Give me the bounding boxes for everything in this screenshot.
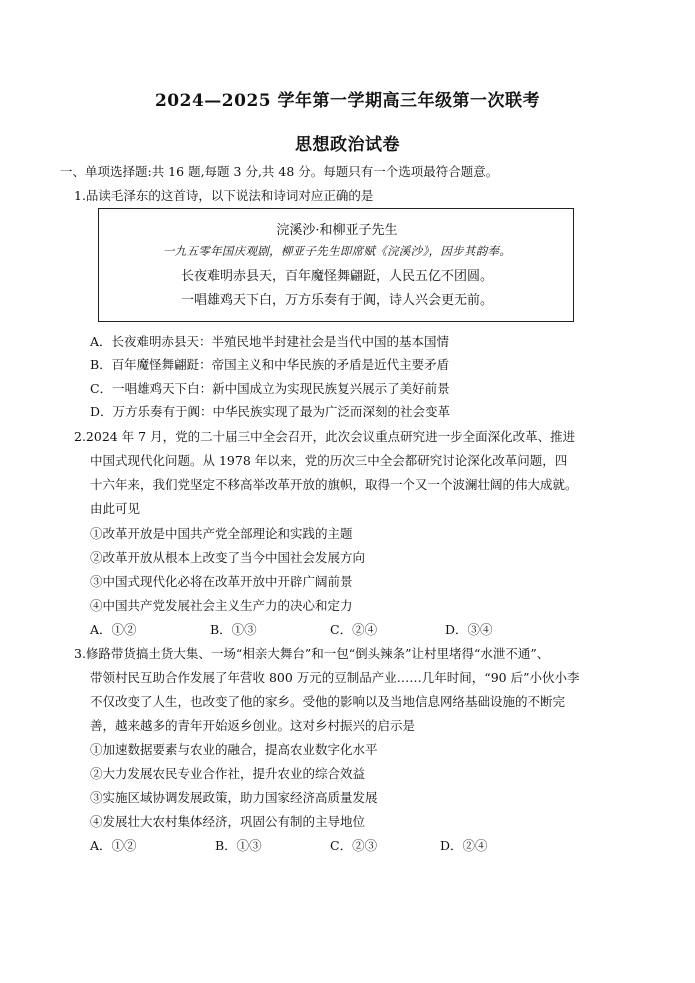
q3-choice-c: C．②③ bbox=[330, 838, 378, 853]
q2-item-2: ②改革开放从根本上改变了当今中国社会发展方向 bbox=[90, 550, 366, 565]
q3-item-1: ①加速数据要素与农业的融合，提高农业数字化水平 bbox=[90, 742, 378, 757]
q2-item-3: ③中国式现代化必将在改革开放中开辟广阔前景 bbox=[90, 574, 353, 589]
q3-choice-d: D．②④ bbox=[440, 838, 488, 853]
poem-title: 浣溪沙·和柳亚子先生 bbox=[276, 223, 398, 238]
q2-stem-line-3: 十六年来，我们党坚定不移高举改革开放的旗帜，取得一个又一个波澜壮阔的伟大成就。 bbox=[90, 477, 578, 492]
q2-item-4: ④中国共产党发展社会主义生产力的决心和定力 bbox=[90, 598, 353, 613]
q3-stem-line-2: 带领村民互助合作发展了年营收 800 万元的豆制品产业……几年时间，“90 后”小伙小李 bbox=[90, 670, 580, 685]
poem-preface: 一九五零年国庆观剧，柳亚子先生即席赋《浣溪沙》，因步其韵奉。 bbox=[162, 244, 512, 258]
exam-subtitle: 思想政治试卷 bbox=[295, 135, 400, 155]
q3-item-4: ④发展壮大农村集体经济，巩固公有制的主导地位 bbox=[90, 814, 366, 829]
q1-option-a: A．长夜难明赤县天：半殖民地半封建社会是当代中国的基本国情 bbox=[90, 334, 450, 349]
q3-item-2: ②大力发展农民专业合作社，提升农业的综合效益 bbox=[90, 766, 366, 781]
q3-stem-line-4: 善，越来越多的青年开始返乡创业。这对乡村振兴的启示是 bbox=[90, 718, 416, 733]
q2-stem-line-1: 2.2024 年 7 月，党的二十届三中全会召开，此次会议重点研究进一步全面深化改革、推进 bbox=[74, 429, 576, 444]
section-heading: 一、单项选择题:共 16 题,每题 3 分,共 48 分。每题只有一个选项最符合题意。 bbox=[60, 164, 499, 179]
q1-option-c: C．一唱雄鸡天下白：新中国成立为实现民族复兴展示了美好前景 bbox=[90, 381, 450, 396]
q2-choice-c: C．②④ bbox=[330, 622, 378, 637]
q2-stem-line-4: 由此可见 bbox=[90, 501, 141, 516]
q3-choice-a: A．①② bbox=[90, 838, 137, 853]
q3-item-3: ③实施区域协调发展政策，助力国家经济高质量发展 bbox=[90, 790, 378, 805]
q1-option-b: B．百年魔怪舞翩跹：帝国主义和中华民族的矛盾是近代主要矛盾 bbox=[90, 357, 450, 372]
q2-stem-line-2: 中国式现代化问题。从 1978 年以来，党的历次三中全会都研究讨论深化改革问题，四 bbox=[90, 453, 568, 468]
exam-title: 2024—2025 学年第一学期高三年级第一次联考 bbox=[154, 91, 541, 111]
q1-stem: 1.品读毛泽东的这首诗，以下说法和诗词对应正确的是 bbox=[74, 188, 374, 203]
poem-line-2: 一唱雄鸡天下白，万方乐奏有于阗，诗人兴会更无前。 bbox=[180, 293, 493, 308]
poem-box bbox=[98, 208, 574, 322]
q2-choice-a: A．①② bbox=[90, 622, 137, 637]
poem-line-1: 长夜难明赤县天，百年魔怪舞翩跹，人民五亿不团圆。 bbox=[180, 269, 493, 284]
q2-item-1: ①改革开放是中国共产党全部理论和实践的主题 bbox=[90, 526, 353, 541]
q3-choice-b: B．①③ bbox=[215, 838, 262, 853]
q3-stem-line-3: 不仅改变了人生，也改变了他的家乡。受他的影响以及当地信息网络基础设施的不断完 bbox=[90, 694, 566, 709]
q2-choice-d: D．③④ bbox=[445, 622, 493, 637]
q3-stem-line-1: 3.修路带货搞土货大集、一场“相亲大舞台”和一包“倒头辣条”让村里堵得“水泄不通”、 bbox=[74, 646, 550, 661]
q2-choice-b: B．①③ bbox=[210, 622, 257, 637]
q1-option-d: D．万方乐奏有于阗：中华民族实现了最为广泛而深刻的社会变革 bbox=[90, 404, 451, 419]
